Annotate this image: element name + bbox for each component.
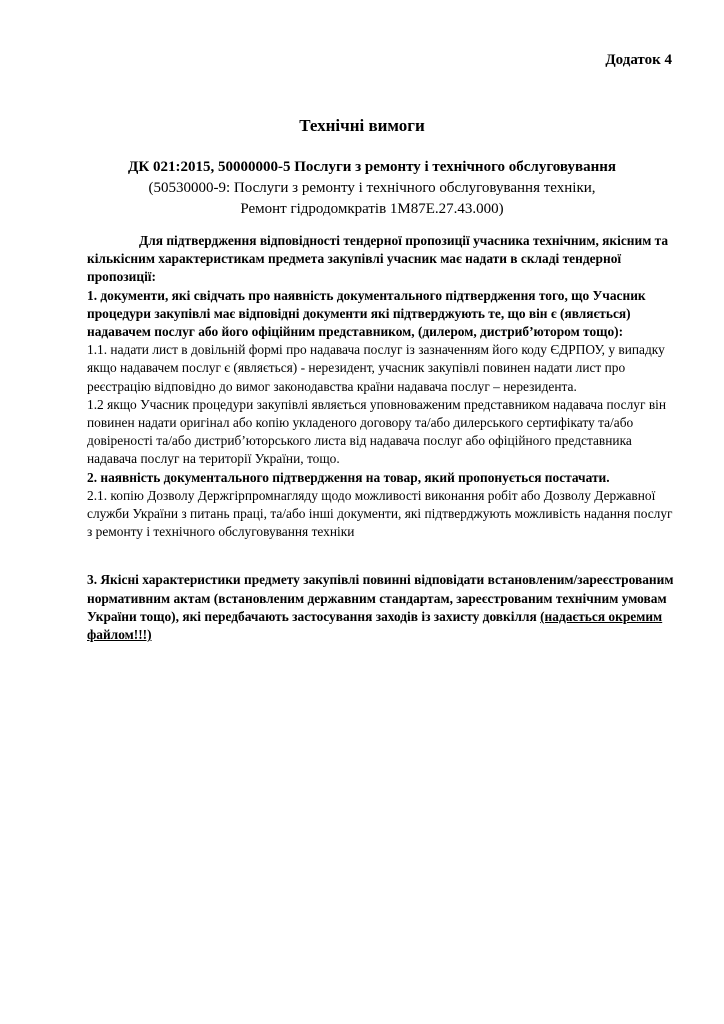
item-2: 2. наявність документального підтвердження на товар, який пропонується постачати. [87, 469, 610, 485]
item-1-1: 1.1. надати лист в довільній формі про надавача послуг із зазначенням його коду ЄДРПОУ, у випадку якщо надавачем послуг є (являється) - нерезидент, учасник закупівлі повинен надати лист про реєстрацію відповідно до вимог законодавства країни надавача послуг – нерезидента. [87, 342, 665, 394]
intro-paragraph: Для підтвердження відповідності тендерної пропозиції учасника технічним, якісним та кількісним характеристикам предмета закупівлі учасник має надати в складі тендерної пропозиції: [87, 233, 669, 285]
item-1: 1. документи, які свідчать про наявність документального підтвердження того, що Учасник процедури закупівлі має відповідні документи які підтверджують те, що він є (являється) надавачем послуг або його офіційним представником, (дилером, дистриб’ютором тощо): [87, 287, 646, 340]
dk-repair-line: Ремонт гідродомкратів 1М87Е.27.43.000) [240, 201, 504, 217]
requirements-body [87, 232, 674, 644]
item-2-1: 2.1. копію Дозволу Держгірпромнагляду щодо можливості виконання робіт або Дозволу Державної служби України з питань праці, та/або інші документи, які підтверджують можливість надання послуг з ремонту і технічного обслуговування техніки [87, 487, 673, 540]
item-1-2: 1.2 якщо Учасник процедури закупівлі являється уповноваженим представником надавача послуг він повинен надати оригінал або копію укладеного договору та/або дилерського сертифікату та/або довіреності та/або дистриб’юторського листа від надавача послуг або офіційного представника надавача послуг на території України, тощо. [87, 396, 667, 467]
dk-subcode-line: (50530000-9: Послуги з ремонту і технічного обслуговування техніки, [148, 180, 596, 196]
appendix-label: Додаток 4 [605, 52, 672, 68]
document-title: Технічні вимоги [299, 116, 425, 135]
spacer [87, 541, 674, 571]
item-3-text: 3. Якісні характеристики предмету закупівлі повинні відповідати встановленим/зареєстрованим нормативним актам (встановленим державним стандартам, зареєстрованим технічним умовам України тощо), які передбачають застосування заходів із захисту довкілля [87, 572, 674, 624]
dk-code-block [60, 157, 684, 220]
item-3 [87, 571, 674, 644]
dk-code-line: ДК 021:2015, 50000000-5 Послуги з ремонту і технічного обслуговування [128, 159, 616, 175]
item-3-note: (надається окремим файлом!!!) [87, 608, 663, 643]
